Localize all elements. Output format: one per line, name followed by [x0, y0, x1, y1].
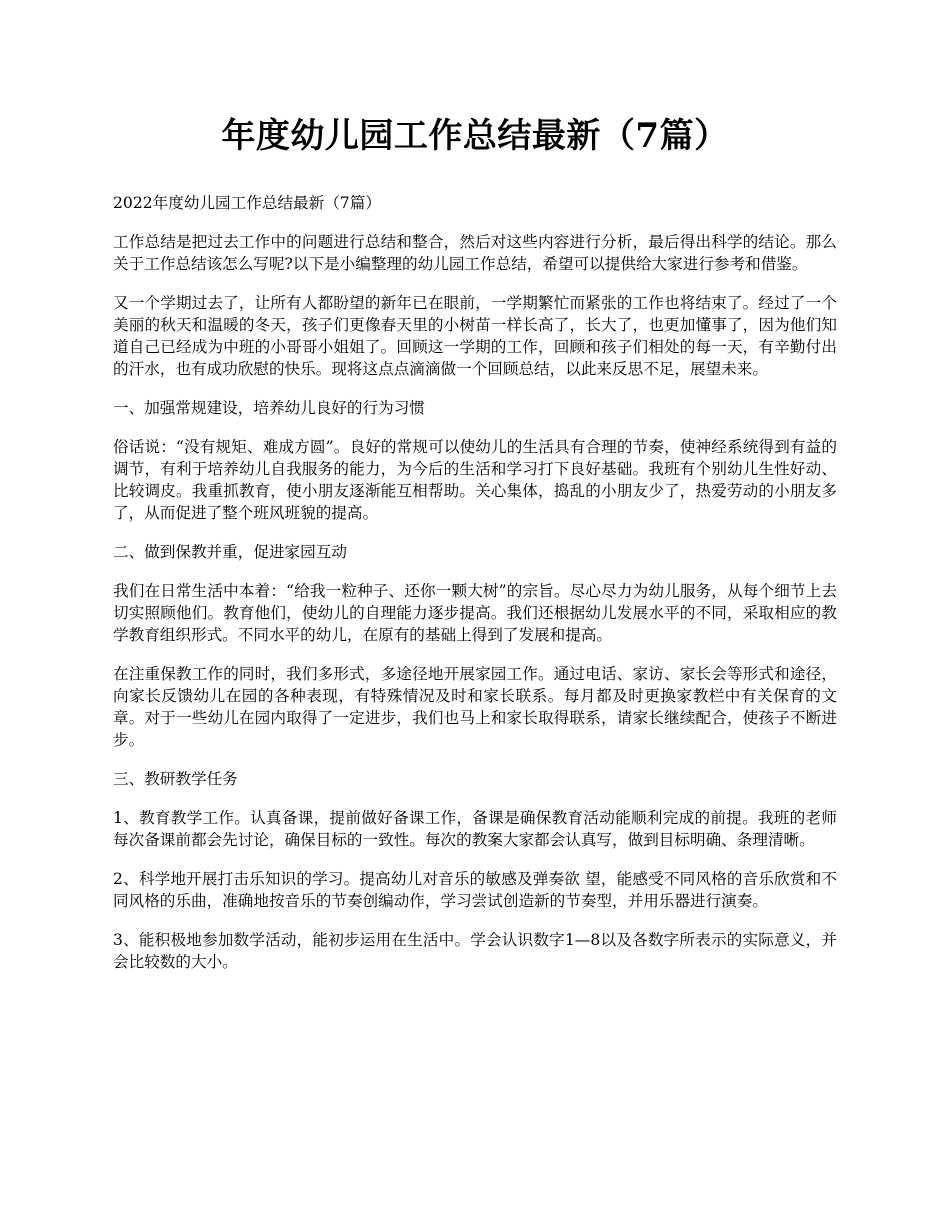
document-subtitle: 2022年度幼儿园工作总结最新（7篇） — [113, 194, 381, 212]
section1-heading: 一、加强常规建设，培养幼儿良好的行为习惯 — [113, 399, 425, 417]
section2-heading: 二、做到保教并重，促进家园互动 — [113, 543, 347, 561]
section3-item-1: 1、教育教学工作。认真备课，提前做好备课工作，备课是确保教育活动能顺利完成的前提。我班的老师每次备课前都会先讨论，确保目标的一致性。每次的教案大家都会认真写，做到目标明确、条理清晰。 — [113, 809, 837, 849]
opening-paragraph: 又一个学期过去了，让所有人都盼望的新年已在眼前，一学期繁忙而紧张的工作也将结束了。经过了一个美丽的秋天和温暖的冬天，孩子们更像春天里的小树苗一样长高了，长大了，也更加懂事了，因为他们知道自己已经成为中班的小哥哥小姐姐了。回顾这一学期的工作，回顾和孩子们相处的每一天，有辛勤付出的汗水，也有成功欣慰的快乐。现将这点点滴滴做一个回顾总结，以此来反思不足，展望未来。 — [113, 294, 837, 378]
section3-item-3: 3、能积极地参加数学活动，能初步运用在生活中。学会认识数字1—8以及各数字所表示的实际意义，并会比较数的大小。 — [113, 931, 837, 971]
section2-paragraph-1: 我们在日常生活中本着：“给我一粒种子、还你一颗大树”的宗旨。尽心尽力为幼儿服务，从每个细节上去切实照顾他们。教育他们，使幼儿的自理能力逐步提高。我们还根据幼儿发展水平的不同，采取相应的教学教育组织形式。不同水平的幼儿，在原有的基础上得到了发展和提高。 — [113, 582, 837, 644]
section2-paragraph-2: 在注重保教工作的同时，我们多形式，多途径地开展家园工作。通过电话、家访、家长会等形式和途径，向家长反馈幼儿在园的各种表现，有特殊情况及时和家长联系。每月都及时更换家教栏中有关保育的文章。对于一些幼儿在园内取得了一定进步，我们也马上和家长取得联系，请家长继续配合，使孩子不断进步。 — [113, 665, 837, 749]
document-title: 年度幼儿园工作总结最新（7篇） — [221, 116, 729, 156]
section3-item-2: 2、科学地开展打击乐知识的学习。提高幼儿对音乐的敏感及弹奏欲 望，能感受不同风格的音乐欣赏和不同风格的乐曲，准确地按音乐的节奏创编动作，学习尝试创造新的节奏型，并用乐器进行演奏。 — [113, 870, 837, 910]
intro-paragraph: 工作总结是把过去工作中的问题进行总结和整合，然后对这些内容进行分析，最后得出科学的结论。那么关于工作总结该怎么写呢?以下是小编整理的幼儿园工作总结，希望可以提供给大家进行参考和借鉴。 — [113, 233, 837, 273]
section3-heading: 三、教研教学任务 — [113, 770, 238, 788]
section1-paragraph: 俗话说：“没有规矩、难成方圆”。良好的常规可以使幼儿的生活具有合理的节奏，使神经系统得到有益的调节，有利于培养幼儿自我服务的能力，为今后的生活和学习打下良好基础。我班有个别幼儿生性好动、比较调皮。我重抓教育，使小朋友逐渐能互相帮助。关心集体，捣乱的小朋友少了，热爱劳动的小朋友多了，从而促进了整个班风班貌的提高。 — [113, 438, 837, 522]
